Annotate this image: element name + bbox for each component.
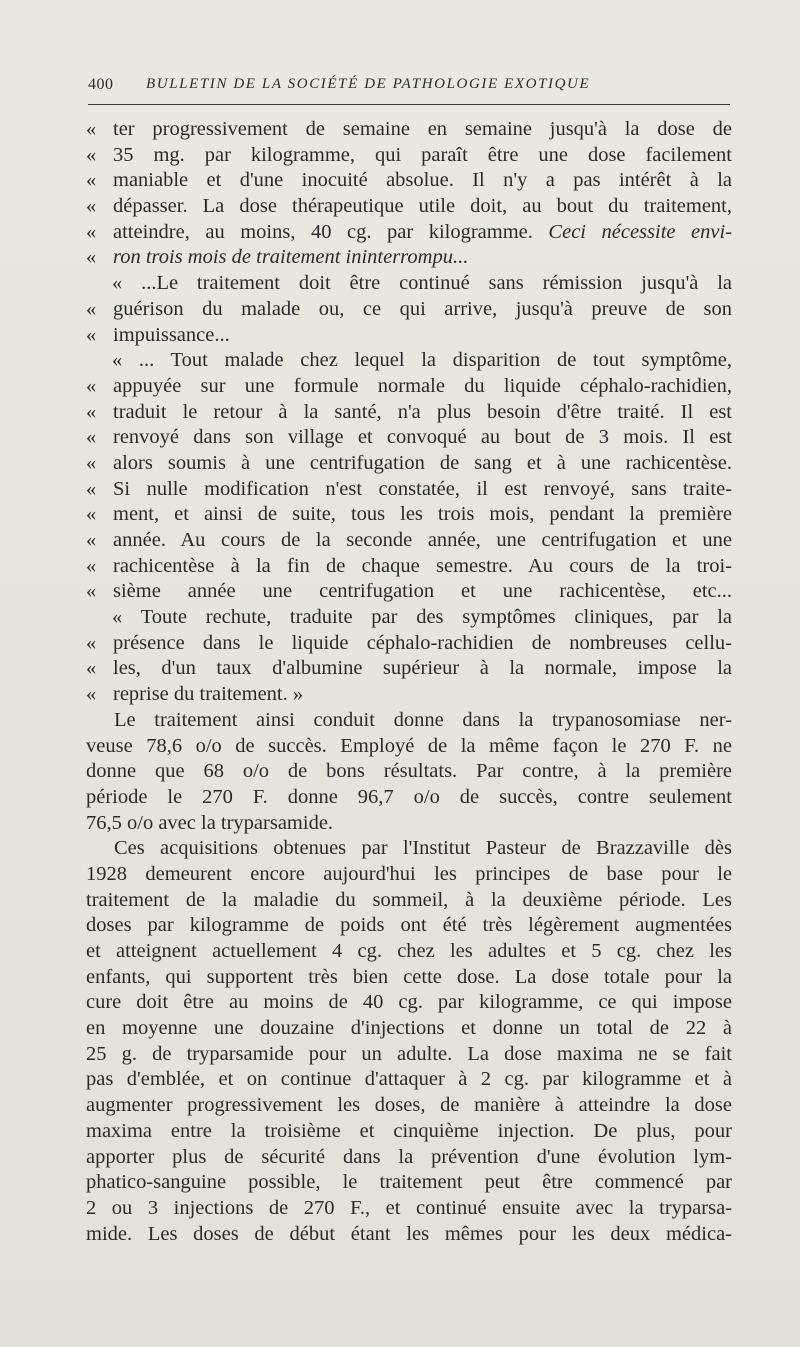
text-line: donne que 68 o/o de bons résultats. Par contre, à la première (86, 760, 732, 783)
text-line (86, 374, 732, 400)
line-text: ter progressivement de semaine en semaine jusqu'à la dose de (113, 118, 732, 140)
running-title: BULLETIN DE LA SOCIÉTÉ DE PATHOLOGIE EXOTIQUE (146, 76, 591, 92)
text-line: maxima entre la troisième et cinquième injection. De plus, pour (86, 1119, 732, 1142)
text-line (86, 528, 732, 554)
quote-mark: « (86, 297, 97, 320)
quote-mark: « (86, 323, 97, 346)
quote-mark: « (86, 451, 97, 474)
quote-mark: « (86, 195, 97, 218)
text-line: « ...Le traitement doit être continué sans rémission jusqu'à la (112, 272, 732, 295)
text-line (86, 425, 732, 451)
text-line (86, 579, 732, 605)
body-text (86, 117, 732, 1247)
text-line: et atteignent actuellement 4 cg. chez les adultes et 5 cg. chez les (86, 940, 732, 962)
text-line (86, 451, 732, 477)
line-text: atteindre, au moins, 40 cg. par kilogramme. (113, 220, 549, 243)
text-line: cure doit être au moins de 40 cg. par kilogramme, ce qui impose (86, 991, 732, 1014)
line-italic-text: Ceci nécessite envi- (548, 220, 732, 243)
text-line: veuse 78,6 o/o de succès. Employé de la même façon le 270 F. ne (86, 734, 732, 757)
text-line: doses par kilogramme de poids ont été très légèrement augmentées (86, 914, 732, 937)
quote-mark: « (86, 657, 97, 680)
page-number: 400 (88, 76, 114, 93)
line-text: reprise du traitement. » (113, 683, 304, 706)
text-line: Ces acquisitions obtenues par l'Institut Pasteur de Brazzaville dès (114, 837, 732, 860)
text-line: phatico-sanguine possible, le traitement peut être commencé par (86, 1171, 732, 1194)
line-text: alors soumis à une centrifugation de sang et à une rachicentèse. (113, 451, 732, 474)
quote-mark: « (86, 400, 97, 423)
text-line (86, 220, 732, 246)
text-line (86, 554, 732, 580)
text-line: en moyenne une douzaine d'injections et donne un total de 22 à (86, 1017, 732, 1040)
line-text: renvoyé dans son village et convoqué au bout de 3 mois. Il est (113, 426, 732, 449)
text-line: « ... Tout malade chez lequel la disparition de tout symptôme, (112, 349, 732, 372)
text-line (86, 194, 732, 220)
quote-mark: « (86, 426, 97, 449)
line-text: impuissance... (113, 323, 230, 346)
line-text: présence dans le liquide céphalo-rachidien de nombreuses cellu- (113, 631, 732, 654)
text-line: « Toute rechute, traduite par des symptômes cliniques, par la (112, 606, 732, 629)
text-line (86, 682, 732, 708)
line-italic-text: ron trois mois de traitement ininterrompu... (113, 246, 469, 269)
quote-mark: « (86, 143, 97, 166)
header-rule (88, 104, 730, 105)
text-line: période le 270 F. donne 96,7 o/o de succès, contre seulement (86, 785, 732, 808)
quote-mark: « (86, 631, 97, 654)
line-text: traduit le retour à la santé, n'a plus besoin d'être traité. Il est (113, 400, 732, 423)
quote-mark: « (86, 477, 97, 500)
line-text: année. Au cours de la seconde année, une centrifugation et une (113, 529, 732, 551)
text-line: 1928 demeurent encore aujourd'hui les principes de base pour le (86, 862, 732, 885)
line-text: sième année une centrifugation et une rachicentèse, etc... (113, 580, 732, 603)
quote-mark: « (86, 554, 97, 577)
quote-mark: « (86, 374, 97, 397)
text-line (86, 631, 732, 657)
text-line: pas d'emblée, et on continue d'attaquer à 2 cg. par kilogramme et à (86, 1068, 732, 1091)
text-line: Le traitement ainsi conduit donne dans la trypanosomiase ner- (114, 708, 732, 731)
line-text: ment, et ainsi de suite, tous les trois mois, pendant la première (113, 503, 732, 526)
text-line: mide. Les doses de début étant les mêmes pour les deux médica- (86, 1222, 732, 1245)
quote-mark: « (86, 118, 97, 140)
text-line (86, 143, 732, 169)
quote-mark: « (86, 683, 97, 706)
text-line (86, 477, 732, 503)
text-line (86, 168, 732, 194)
text-line (86, 117, 732, 143)
text-line: enfants, qui supportent très bien cette dose. La dose totale pour la (86, 965, 732, 988)
text-line (86, 323, 732, 349)
text-line (86, 502, 732, 528)
quote-mark: « (86, 169, 97, 192)
text-line: 2 ou 3 injections de 270 F., et continué ensuite avec la tryparsa- (86, 1196, 732, 1219)
line-text: guérison du malade ou, ce qui arrive, jusqu'à preuve de son (113, 297, 732, 320)
text-line: augmenter progressivement les doses, de manière à atteindre la dose (86, 1094, 732, 1117)
quote-mark: « (86, 246, 97, 269)
quote-mark: « (86, 529, 97, 551)
line-text: les, d'un taux d'albumine supérieur à la normale, impose la (113, 657, 732, 680)
line-text: rachicentèse à la fin de chaque semestre. Au cours de la troi- (113, 554, 732, 577)
quote-mark: « (86, 220, 97, 243)
text-line: 76,5 o/o avec la tryparsamide. (86, 811, 334, 834)
text-line (86, 297, 732, 323)
line-text: 35 mg. par kilogramme, qui paraît être une dose facilement (113, 143, 732, 166)
text-line (86, 400, 732, 426)
line-text: Si nulle modification n'est constatée, il est renvoyé, sans traite- (113, 477, 732, 500)
page-header (88, 76, 728, 102)
quote-mark: « (86, 580, 97, 603)
line-text: dépasser. La dose thérapeutique utile doit, au bout du traitement, (113, 195, 732, 218)
text-line (86, 245, 732, 271)
text-line: 25 g. de tryparsamide pour un adulte. La dose maxima ne se fait (86, 1042, 732, 1065)
line-text: maniable et d'une inocuité absolue. Il n'y a pas intérêt à la (113, 169, 732, 192)
text-line: traitement de la maladie du sommeil, à la deuxième période. Les (86, 888, 732, 911)
quote-mark: « (86, 503, 97, 526)
text-line (86, 656, 732, 682)
line-text: appuyée sur une formule normale du liquide céphalo-rachidien, (113, 374, 732, 397)
text-line: apporter plus de sécurité dans la prévention d'une évolution lym- (86, 1145, 732, 1168)
